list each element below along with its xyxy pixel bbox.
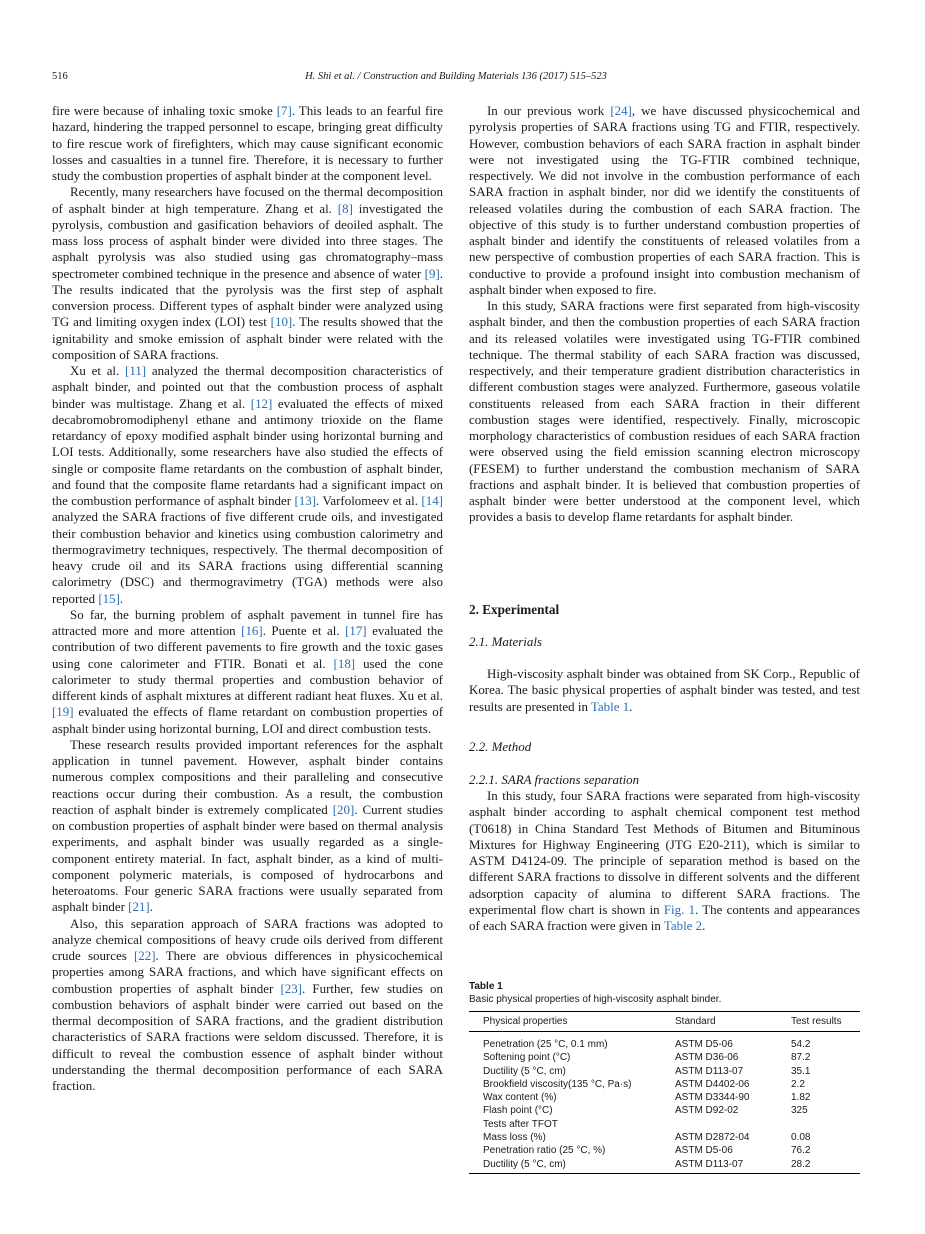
table-cell: 2.2 (791, 1078, 805, 1090)
table-row (469, 1118, 860, 1131)
table-cell: Mass loss (%) (483, 1132, 546, 1144)
table-row (469, 1032, 860, 1052)
table-cell: 1.82 (791, 1092, 811, 1104)
table-body (469, 1032, 860, 1174)
citation-link[interactable]: [7] (276, 103, 292, 118)
table-cell: ASTM D36-06 (675, 1052, 739, 1064)
table-cell: Softening point (°C) (483, 1052, 571, 1064)
citation-link[interactable]: [14] (421, 493, 443, 508)
table-cell: ASTM D113-07 (675, 1065, 744, 1077)
properties-table (469, 1011, 860, 1174)
paragraph: In our previous work [24], we have discussed physicochemical and pyrolysis properties of SARA fractions using TG and FTIR, respectively. However, combustion behaviors of each SARA fraction in asphalt binder were not investigated using the TG-FTIR combined technique, respectively. We did not involve in the combustion performance of each SARA fraction in asphalt binder, nor did we identify the constituents of released volatiles during the combustion of each SARA fraction. The objective of this study is to further understand combustion properties of asphalt binder and identify the constituents of released volatiles from a new perspective of combustion properties of each SARA fraction. This is conductive to provide a profound insight into combustion mechanism of asphalt binder when exposed to fire. (469, 103, 860, 297)
page-number: 516 (52, 71, 68, 82)
page-header (52, 71, 860, 87)
right-column (469, 103, 860, 526)
subsubsection-heading-sara-separation: 2.2.1. SARA fractions separation (469, 772, 640, 787)
table-cell: ASTM D2872-04 (675, 1132, 750, 1144)
table-cell (777, 1118, 860, 1131)
table-cell: 0.08 (791, 1132, 811, 1144)
table-row (469, 1104, 860, 1117)
table-row (469, 1144, 860, 1157)
table-cell: Ductility (5 °C, cm) (483, 1065, 566, 1077)
table-cell: Ductility (5 °C, cm) (469, 1158, 661, 1174)
column-header: Physical properties (469, 1012, 661, 1032)
paragraph: In this study, SARA fractions were first separated from high-viscosity asphalt binder, and then the combustion properties of each SARA fraction and its released volatiles were investigated using TG-FTIR combined technique. The thermal stability of each SARA fraction was discussed, respectively, and their temperature gradient distribution characteristics in different combustion stages were analyzed. Furthermore, gaseous volatile constituents released from each SARA fraction in their different combustion stages were identified, respectively. Finally, microscopic morphology characteristics of combustion residues of each SARA fraction were observed using the field emission scanning electron microscopy (FESEM) to further understand the combustion mechanism of SARA fractions and asphalt binder. It is believed that combustion properties of asphalt binder were better understood at the component level, which provides a basis to develop flame retardants for asphalt binder. (469, 298, 860, 525)
table-cell: ASTM D92-02 (675, 1105, 739, 1117)
table-caption (469, 980, 860, 1006)
citation-link[interactable]: [20] (332, 801, 355, 817)
citation-link[interactable]: Table 1 (590, 698, 630, 714)
citation-link[interactable]: [15] (98, 590, 120, 606)
paragraph: Recently, many researchers have focused on the thermal decomposition of asphalt binder at high temperature. Zhang et al. [8] investigated the pyrolysis, combustion and gasification behaviors of deoiled asphalt. The mass loss process of asphalt binder were divided into three stages. The asphalt pyrolysis was also studied using gas chromatography–mass spectrometer combined technique in the presence and absence of water [9]. The results indicated that the pyrolysis was the first step of asphalt conversion process. Different types of asphalt binder were analyzed using TG and limiting oxygen index (LOI) test [10]. The results showed that the ignitability and smoke emission of asphalt binder were related with the composition of SARA fractions. (52, 184, 443, 362)
column-header: Standard (661, 1012, 777, 1032)
table-row (469, 1131, 860, 1144)
table-row (469, 1051, 860, 1064)
paragraph: So far, the burning problem of asphalt pavement in tunnel fire has attracted more and more attention [16]. Puente et al. [17] evaluated the contribution of two different pavements to fire growth and the toxic gases using cone calorimeter and FTIR. Bonati et al. [18] used the cone calorimeter to study thermal properties and combustion behavior of different kinds of asphalt mixtures at different radiant heat fluxes. Xu et al. [19] evaluated the effects of flame retardant on combustion properties of asphalt binder using horizontal burning, LOI and direct combustion tests. (52, 606, 443, 736)
citation-link[interactable]: [19] (52, 704, 74, 720)
subsection-heading-materials: 2.1. Materials (469, 634, 542, 649)
table-cell: Penetration (25 °C, 0.1 mm) (483, 1039, 608, 1050)
table-cell: ASTM D5-06 (675, 1145, 733, 1157)
journal-reference: H. Shi et al. / Construction and Building Materials 136 (2017) 515–523 (305, 71, 607, 82)
table-cell: 87.2 (791, 1052, 811, 1064)
citation-link[interactable]: [23] (280, 980, 302, 996)
table-cell: 76.2 (791, 1145, 811, 1157)
table-cell: ASTM D5-06 (675, 1039, 733, 1050)
table-cell: Wax content (%) (483, 1092, 557, 1104)
citation-link[interactable]: [21] (128, 899, 150, 915)
table-label: Table 1 (469, 981, 503, 992)
citation-link[interactable]: Table 2 (663, 918, 703, 933)
table-caption-text: Basic physical properties of high-viscosity asphalt binder. (469, 994, 722, 1005)
paragraph: fire were because of inhaling toxic smoke [7]. This leads to an fearful fire hazard, hindering the trapped personnel to escape, bringing great difficulty to fire rescue work of firefighters, which may cause significant economic losses and casualties in a tunnel fire. Therefore, it is necessary to further study the combustion properties of asphalt binder at the component level. (52, 103, 443, 183)
citation-link[interactable]: [9] (424, 265, 440, 281)
citation-link[interactable]: [8] (337, 200, 353, 216)
citation-link[interactable]: [10] (270, 314, 293, 330)
materials-text (469, 666, 860, 715)
paragraph: These research results provided important references for the asphalt application in tunnel pavement. However, asphalt binder contains numerous complex compositions and their paralleling and consecutive reactions occur during their combustion. As a result, the combustion reaction of asphalt binder is extremely complicated [20]. Current studies on combustion properties of asphalt binder were based on thermal analysis experiments, and asphalt binder was usually regarded as a single-component entirety material. In fact, asphalt binder, as a kind of multi-component polymeric materials, is composed of hydrocarbons and heteroatoms. Four generic SARA fractions were usually separated from asphalt binder [21]. (52, 736, 443, 915)
citation-link[interactable]: [24] (610, 103, 632, 118)
table-cell: ASTM D113-07 (661, 1158, 777, 1174)
citation-link[interactable]: [22] (133, 948, 156, 963)
table-cell: 325 (791, 1105, 808, 1117)
table-cell: Penetration ratio (25 °C, %) (483, 1145, 606, 1157)
table-cell: Tests after TFOT (483, 1118, 558, 1130)
paragraph: Xu et al. [11] analyzed the thermal decomposition characteristics of asphalt binder, and pointed out that the combustion process of asphalt binder was multistage. Zhang et al. [12] evaluated the effects of mixed decabromobromodiphenyl ethane and antimony trioxide on the flame retardancy of epoxy modified asphalt binder using horizontal burning and LOI tests. Additionally, some researchers have also studied the effects of single or composite flame retardants on the combustion of asphalt binder, and found that the composite flame retardants had a significant impact on the combustion performance of asphalt binder [13]. Varfolomeev et al. [14] analyzed the SARA fractions of five different crude oils, and investigated their combustion behavior and kinetics using combustion calorimetry and thermogravimetry techniques, respectively. The thermal decomposition of heavy crude oil and its SARA fractions using differential scanning calorimetry (DSC) and thermogravimetry (TGA) methods were also reported [15]. (52, 363, 443, 606)
citation-link[interactable]: [11] (125, 363, 147, 378)
citation-link[interactable]: [13] (294, 493, 317, 508)
subsection-heading-method: 2.2. Method (469, 739, 532, 754)
table-cell: 35.1 (791, 1065, 811, 1077)
sara-separation-text (469, 788, 860, 934)
table-row (469, 1091, 860, 1104)
table-cell: Brookfield viscosity(135 °C, Pa·s) (483, 1078, 632, 1090)
paragraph: In this study, four SARA fractions were separated from high-viscosity asphalt binder according to asphalt chemical component test method (T0618) in China Standard Test Methods of Bitumen and Bituminous Mixtures for Highway Engineering (JTG E20-211), which is similar to ASTM D4124-09. The principle of separation method is based on the different SARA fractions to dissolve in different solvents and the different adsorption capacity of alumina to different SARA fractions. The experimental flow chart is shown in Fig. 1. The contents and appearances of each SARA fraction were given in Table 2. (469, 788, 861, 933)
paragraph: High-viscosity asphalt binder was obtained from SK Corp., Republic of Korea. The basic physical properties of asphalt binder was tested, and test results are presented in Table 1. (469, 666, 860, 714)
table-cell: ASTM D4402-06 (675, 1078, 750, 1090)
column-header: Test results (777, 1012, 860, 1032)
citation-link[interactable]: [12] (250, 395, 273, 411)
left-column (52, 103, 443, 1094)
table-cell: Flash point (°C) (483, 1105, 553, 1117)
table-header-row (469, 1012, 860, 1032)
citation-link[interactable]: [17] (345, 623, 367, 638)
citation-link[interactable]: [18] (333, 655, 356, 671)
table-cell: 28.2 (777, 1158, 860, 1174)
table-row (469, 1158, 860, 1174)
table-cell: 54.2 (791, 1039, 811, 1050)
table-row (469, 1065, 860, 1078)
table-cell: ASTM D3344-90 (675, 1092, 750, 1104)
citation-link[interactable]: Fig. 1 (663, 901, 696, 917)
paragraph: Also, this separation approach of SARA fractions was adopted to analyze chemical compositions of heavy crude oils derived from different crude sources [22]. There are obvious differences in physicochemical properties among SARA fractions, and which have significant effects on combustion properties of asphalt binder [23]. Further, few studies on combustion behaviors of asphalt binder were carried out based on the thermal decomposition of SARA fractions, and the gradient distribution characteristics of SARA fractions were seldom discussed. Therefore, it is difficult to reveal the combustion essence of asphalt binder without understanding the thermal decomposition performance of each SARA fraction. (52, 915, 443, 1093)
section-heading-experimental: 2. Experimental (469, 602, 560, 617)
table-cell (661, 1118, 777, 1131)
citation-link[interactable]: [16] (241, 623, 263, 638)
table-row (469, 1078, 860, 1091)
